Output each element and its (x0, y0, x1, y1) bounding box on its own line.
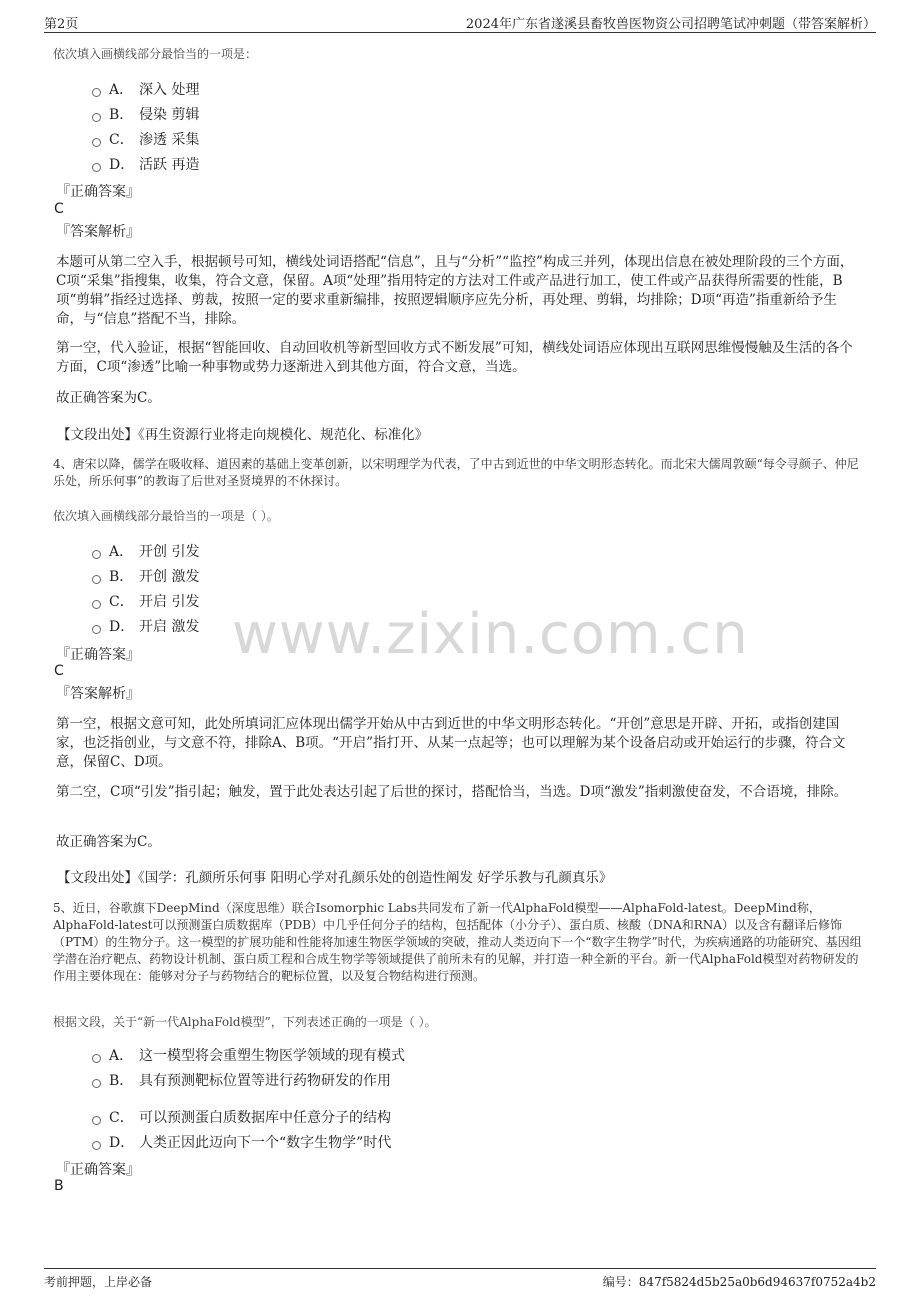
q5-option-a[interactable] (92, 1045, 405, 1065)
option-text: 活跃 再造 (139, 157, 200, 173)
option-text: 开启 激发 (139, 619, 200, 635)
q3-analysis-label: 『答案解析』 (56, 224, 140, 240)
q4-analysis-paragraph-1: 第一空，根据文意可知，此处所填词汇应体现出儒学开始从中古到近世的中华文明形态转化。“开创”意思是开辟、开拓，或指创建国家，也泛指创业，与文意不符，排除A、B项。“开启”指打开、从某一点起等；也可以理解为某个设备启动或开始运行的步骤，符合文意，保留C、D项。 (56, 716, 846, 770)
option-text: 侵染 剪辑 (139, 107, 200, 123)
watermark: www.zixin.com.cn (232, 602, 749, 667)
q4-answer-label: 『正确答案』 (56, 647, 140, 663)
q3-option-b[interactable] (92, 104, 199, 124)
option-text: 开创 引发 (139, 544, 200, 560)
q4-option-a[interactable] (92, 541, 199, 561)
page-header (44, 13, 876, 33)
option-letter: D． (109, 619, 135, 635)
radio-icon[interactable] (92, 1141, 101, 1150)
q4-source: 【文段出处】《国学：孔颜所乐何事 阳明心学对孔颜乐处的创造性阐发 好学乐教与孔颜真乐》 (57, 870, 613, 886)
option-letter: D． (109, 1135, 135, 1151)
q3-source: 【文段出处】《再生资源行业将走向规模化、规范化、标准化》 (57, 427, 429, 443)
option-text: 开启 引发 (139, 594, 200, 610)
q3-option-c[interactable] (92, 129, 199, 149)
q4-option-b[interactable] (92, 566, 199, 586)
option-letter: B． (109, 1073, 134, 1089)
q3-stem: 依次填入画横线部分最恰当的一项是： (53, 47, 258, 61)
q3-option-d[interactable] (92, 154, 199, 174)
q3-analysis-paragraph-2: 第一空，代入验证，根据“智能回收、自动回收机等新型回收方式不断发展”可知，横线处词语应体现出互联网思维慢慢触及生活的各个方面，C项“渗透”比喻一种事物或势力逐渐进入到其他方面，符合文意，当选。 (56, 340, 853, 375)
q4-option-d[interactable] (92, 616, 199, 636)
option-letter: D． (109, 157, 135, 173)
option-letter: A． (109, 82, 134, 98)
option-letter: C． (109, 1110, 134, 1126)
q4-analysis-paragraph-2: 第二空，C项“引发”指引起；触发，置于此处表达引起了后世的探讨，搭配恰当，当选。D项“激发”指刺激使奋发，不合语境，排除。 (56, 784, 848, 800)
q4-conclusion: 故正确答案为C。 (56, 834, 161, 850)
radio-icon[interactable] (92, 113, 101, 122)
option-text: 人类正因此迈向下一个“数字生物学”时代 (139, 1135, 392, 1151)
q5-answer-label: 『正确答案』 (56, 1162, 140, 1178)
option-letter: C． (109, 594, 134, 610)
option-text: 深入 处理 (139, 82, 200, 98)
radio-icon[interactable] (92, 550, 101, 559)
option-text: 开创 激发 (139, 569, 200, 585)
option-letter: A． (109, 544, 134, 560)
page-footer (44, 1268, 876, 1292)
option-letter: A． (109, 1048, 134, 1064)
radio-icon[interactable] (92, 88, 101, 97)
q4-analysis-label: 『答案解析』 (56, 686, 140, 702)
radio-icon[interactable] (92, 1079, 101, 1088)
q4-stem: 依次填入画横线部分最恰当的一项是（ ）。 (53, 509, 279, 523)
radio-icon[interactable] (92, 600, 101, 609)
q3-conclusion: 故正确答案为C。 (56, 390, 161, 406)
option-letter: C． (109, 132, 134, 148)
document-id: 编号：847f5824d5b25a0b6d94637f0752a4b2 (602, 1275, 876, 1289)
radio-icon[interactable] (92, 163, 101, 172)
option-text: 渗透 采集 (139, 132, 200, 148)
radio-icon[interactable] (92, 138, 101, 147)
option-text: 具有预测靶标位置等进行药物研发的作用 (139, 1073, 391, 1089)
q4-option-c[interactable] (92, 591, 199, 611)
q3-option-a[interactable] (92, 79, 199, 99)
q5-option-d[interactable] (92, 1132, 391, 1152)
radio-icon[interactable] (92, 625, 101, 634)
q5-option-b[interactable] (92, 1070, 391, 1090)
footer-slogan: 考前押题，上岸必备 (44, 1275, 153, 1289)
option-text: 这一模型将会重塑生物医学领域的现有模式 (139, 1048, 405, 1064)
option-text: 可以预测蛋白质数据库中任意分子的结构 (139, 1110, 391, 1126)
q5-stem: 根据文段，关于“新一代AlphaFold模型”，下列表述正确的一项是（ ）。 (53, 1015, 437, 1029)
q3-analysis-paragraph-1: 本题可从第二空入手，根据顿号可知，横线处词语搭配“信息”，且与“分析”“监控”构成三并列，体现出信息在被处理阶段的三个方面，C项“采集”指搜集，收集，符合文意，保留。A项“处理”指用特定的方法对工件或产品进行加工，使工件或产品获得所需要的性能，B项“剪辑”指经过选择、剪裁，按照一定的要求重新编排，按照逻辑顺序应先分析，再处理、剪辑，均排除；D项“再造”指重新给予生命，与“信息”搭配不当，排除。 (56, 254, 854, 327)
radio-icon[interactable] (92, 575, 101, 584)
q3-answer-label: 『正确答案』 (56, 184, 140, 200)
q4-passage: 4、唐宋以降，儒学在吸收释、道因素的基础上变革创新，以宋明理学为代表，了中古到近世的中华文明形态转化。而北宋大儒周敦颐“每令寻颜子、仲尼乐处，所乐何事”的教诲了后世对圣贤境界的不休探讨。 (53, 457, 859, 488)
q5-option-c[interactable] (92, 1107, 391, 1127)
option-letter: B． (109, 107, 134, 123)
q5-passage: 5、近日，谷歌旗下DeepMind（深度思维）联合Isomorphic Labs共同发布了新一代AlphaFold模型——AlphaFold-latest。DeepMind称，AlphaFold-latest可以预测蛋白质数据库（PDB）中几乎任何分子的结构，包括配体（小分子）、蛋白质、核酸（DNA和RNA）以及含有翻译后修饰（PTM）的生物分子。这一模型的扩展功能和性能将加速生物医学领域的突破，推动人类迈向下一个“数字生物学”时代，为疾病通路的功能研究、基因组学潜在治疗靶点、药物设计机制、蛋白质工程和合成生物学等领域提供了前所未有的见解，并打造一种全新的平台。新一代AlphaFold模型对药物研发的作用主要体现在：能够对分子与药物结合的靶标位置，以及复合物结构进行预测。 (53, 901, 862, 983)
q5-answer: B (54, 1178, 64, 1194)
option-letter: B． (109, 569, 134, 585)
radio-icon[interactable] (92, 1116, 101, 1125)
radio-icon[interactable] (92, 1054, 101, 1063)
page-number: 第2页 (44, 17, 79, 32)
q4-answer: C (54, 663, 64, 679)
document-title: 2024年广东省遂溪县畜牧兽医物资公司招聘笔试冲刺题（带答案解析） (465, 17, 876, 32)
q3-answer: C (54, 201, 64, 217)
